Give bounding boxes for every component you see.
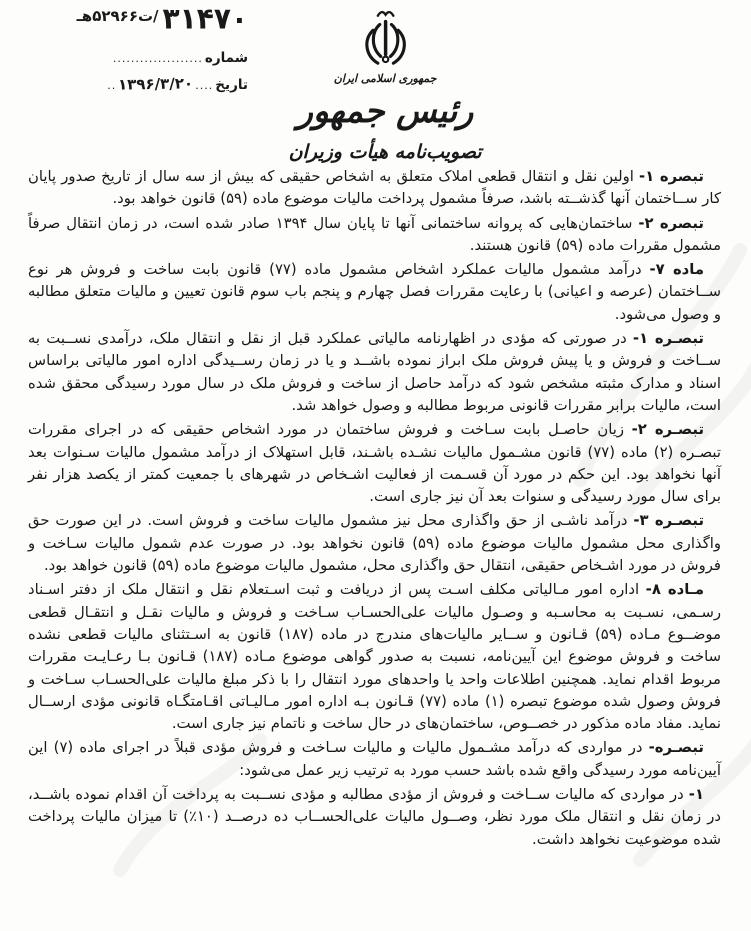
paragraph-text: زیان حاصـل بابت سـاخت و فروش ساختمان در مورد اشخاص حقیقی که در اجرای مقررات تبصـره (۲) ماده (۷۷) قانون مشـمول مالیات نشـده باشـند، قابل استهلاک از درآمد مشمول مالیات سـنوات بعد آنها نخواهد بود. این حکم در مورد آن قسـمت از فعالیت اشـخاص در شهرهای با جمعیت کمتر از یکصد هزار نفر برای سال مورد رسیدگی و سنوات بعد آن نیز جاری است. [28,421,721,506]
paragraph-text: درآمد ناشـی از حق واگذاری محل نیز مشمول مالیات ساخت و فروش است. در این صورت حق واگذاری محل مشمول مالیات موضوع ماده (۵۹) قانون نخواهد بود. در صورت عدم شمول مالیات سـاخت و فروش در مورد اشـخاص حقیقی، انتقال حق واگذاری محل، مشمول مالیات موضوع ماده (۵۹) قانون خواهد بود. [28,512,722,575]
paragraph-lead: ماده ۷- [649,261,704,279]
paragraph-madeh-8 [28,579,721,735]
paragraph-madeh7-tabsareh-3 [28,510,721,577]
paragraph-lead: تبصـره- [648,739,704,757]
country-title: جمهوری اسلامی ایران [333,72,437,85]
paragraph-lead: تبصره ۲- [638,214,704,232]
paragraph-lead: تبصـره ۳- [633,512,705,530]
office-title: رئیس جمهور [296,91,474,130]
paragraph-text: ساختمان‌هایی که پروانه ساختمانی آنها تا پایان سال ۱۳۹۴ صادر شده است، در زمان انتقال صرفاً مشمول مقررات ماده (۵۹) قانون هستند. [28,214,721,254]
paragraph-text: در مواردی که مالیات ســاخت و فروش از مؤدی مطالبه و مؤدی نســبت به پرداخت آن اقدام نموده باشــد، در زمان نقل و انتقال ملک مورد نظر، وصــول مالیات علی‌الحســاب ده درصــد (۱۰٪) تا میزان مالیات پرداخت شده موضوعیت نخواهد داشت. [28,786,721,848]
paragraph-madeh-7 [28,259,721,326]
paragraph-madeh8-tabsareh [28,737,721,782]
paragraph-text: در صورتی که مؤدی در اظهارنامه مالیاتی عملکرد قبل از نقل و انتقال ملک، درآمدی نســبت به ســاخت و فروش و یا پیش فروش ملک ابراز نموده باشــد و یا در زمان رســیدگی اداره امور مالیاتی براساس اسناد و مدارک مثبته مشخص شود که درآمد حاصل از ساخت و فروش ملک در سال مورد رسیدگی محقق شده است، مالیات برابر مقررات قانونی مربوط مطالبه و وصول خواهد شد. [28,330,721,414]
paragraph-lead: تبصره ۱- [639,168,704,185]
paragraph-text: اولین نقل و انتقال قطعی املاک متعلق به اشخاص حقیقی که بیش از سه سال از تاریخ صدور پایان کار ســاختمان آنها گذشــته باشد، صرفاً مشمول پرداخت مالیات موضوع ماده (۵۹) قانون خواهد بود. [28,168,721,208]
paragraph-madeh7-tabsareh-2 [28,419,721,508]
decree-number-main: ۳۱۴۷۰ [162,1,248,36]
paragraph-tabsareh-2 [28,213,721,258]
document-type-title: تصویب‌نامه هیأت وزیران [288,141,482,163]
number-blank-line: .................... [112,52,203,65]
paragraph-item-1 [28,784,721,851]
decree-reference-number [10,1,248,36]
paragraph-lead: مـاده ۸- [645,581,704,599]
decree-number-suffix: /ت۵۲۹۶۶هـ [76,7,159,25]
number-label: شماره [204,50,248,66]
date-label: تاریخ [215,77,248,93]
paragraph-lead: ۱- [688,786,704,804]
decree-body [28,166,721,853]
paragraph-text: اداره امور مـالیاتی مکلف اسـت پس از دریافت و ثبت اسـتعلام نقل و انتقال ملک از دفتر اسـناد رسـمی، نسـبت به محاسـبه و وصـول مالیات علی‌الحسـاب سـاخت و فروش و مالیات نقـل و انتقـال قطعی موضــوع مـاده (۵۹) قـانون و ســایر مالیات‌های مندرج در ماده (۱۸۷) قانون به اسـتثنای مالیات قطعی نشده ساخت و فروش موضوع این آیین‌نامه، نسبت به صدور گواهی موضوع مـاده (۱۸۷) قـانون بـا رعـایـت مقررات مربوط اقدام نماید. همچنین اطلاعات واحد یا واحدهای مورد انتقال را با ذکر مبلغ مالیات علی‌الحسـاب سـاخت و فروش وصول شده موضوع تبصره (۱) ماده (۷۷) قـانون بـه اداره امور مـالیـاتی اقـامتگـاه قانونی مؤدی ارســال نماید. مفاد ماده مذکور در خصــوص، ساختمان‌های در حال ساخت و ناتمام نیز جاری است. [28,581,721,733]
reference-block [10,1,248,94]
number-field [10,50,248,66]
date-field [10,75,248,93]
letterhead [225,8,545,163]
paragraph-text: در مواردی که درآمد مشـمول مالیات و مالیات سـاخت و فروش مؤدی قبلاً در اجرای ماده (۷) این آیین‌نامه مورد رسیدگی واقع شده باشد حسب مورد به ترتیب زیر عمل می‌شود: [28,739,721,779]
handwritten-date: ۱۳۹۶/۳/۲۰ [118,74,194,94]
iran-emblem-icon [358,8,412,70]
date-dots-after: .. [107,79,117,92]
paragraph-madeh7-tabsareh-1 [28,328,721,417]
paragraph-text: درآمد مشمول مالیات عملکرد اشخاص مشمول ماده (۷۷) قانون بابت ساخت و فروش هر نوع ســاختمان (عرصه و اعیانی) با رعایت مقررات فصل چهارم و پنجم باب سوم قانون تعیین و مالیات متعلق مطالبه و وصول می‌شود. [28,261,721,323]
paragraph-lead: تبصـره ۲- [631,421,704,439]
date-dots-before: .... [195,79,214,92]
paragraph-lead: تبصـره ۱- [632,330,704,348]
paragraph-tabsareh-1 [28,166,721,211]
